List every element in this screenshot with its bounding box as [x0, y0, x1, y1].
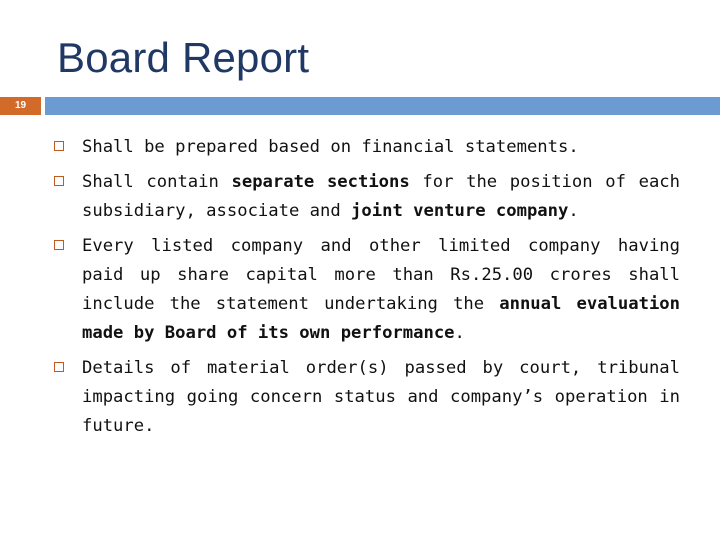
header-bar [0, 97, 720, 115]
bullet-text [82, 354, 680, 441]
bullet-text-run: Details of material order(s) passed by court, tribunal impacting going concern status and company’s operation in future. [82, 358, 680, 436]
square-bullet-icon [54, 240, 64, 250]
bullet-text-bold: joint venture company [351, 201, 569, 221]
bullet-text-run: for the position of each subsidiary, associate and [82, 172, 680, 221]
bullet-item [50, 133, 680, 162]
bullet-item [50, 354, 680, 441]
square-bullet-icon [54, 141, 64, 151]
bullet-text-bold: separate sections [231, 172, 410, 192]
square-bullet-icon [54, 176, 64, 186]
bullet-text [82, 168, 680, 226]
accent-bar [45, 97, 720, 115]
bullet-list [50, 133, 680, 447]
bullet-item [50, 232, 680, 348]
bullet-text-run: . [454, 323, 465, 343]
bullet-text-run: Shall contain [82, 172, 232, 192]
bullet-text [82, 232, 680, 348]
bullet-text-run: Every listed company and other limited company having paid up share capital more than Rs.25.00 crores shall include the statement undertaking the [82, 236, 680, 314]
bullet-text-run: Shall be prepared based on financial statements. [82, 137, 579, 157]
square-bullet-icon [54, 362, 64, 372]
bullet-text-run: . [568, 201, 579, 221]
bullet-text [82, 133, 680, 162]
slide-number: 19 [14, 100, 27, 111]
bullet-item [50, 168, 680, 226]
slide-title: Board Report [57, 34, 310, 81]
bullet-text-bold: annual evaluation made by Board of its own performance [82, 294, 680, 343]
